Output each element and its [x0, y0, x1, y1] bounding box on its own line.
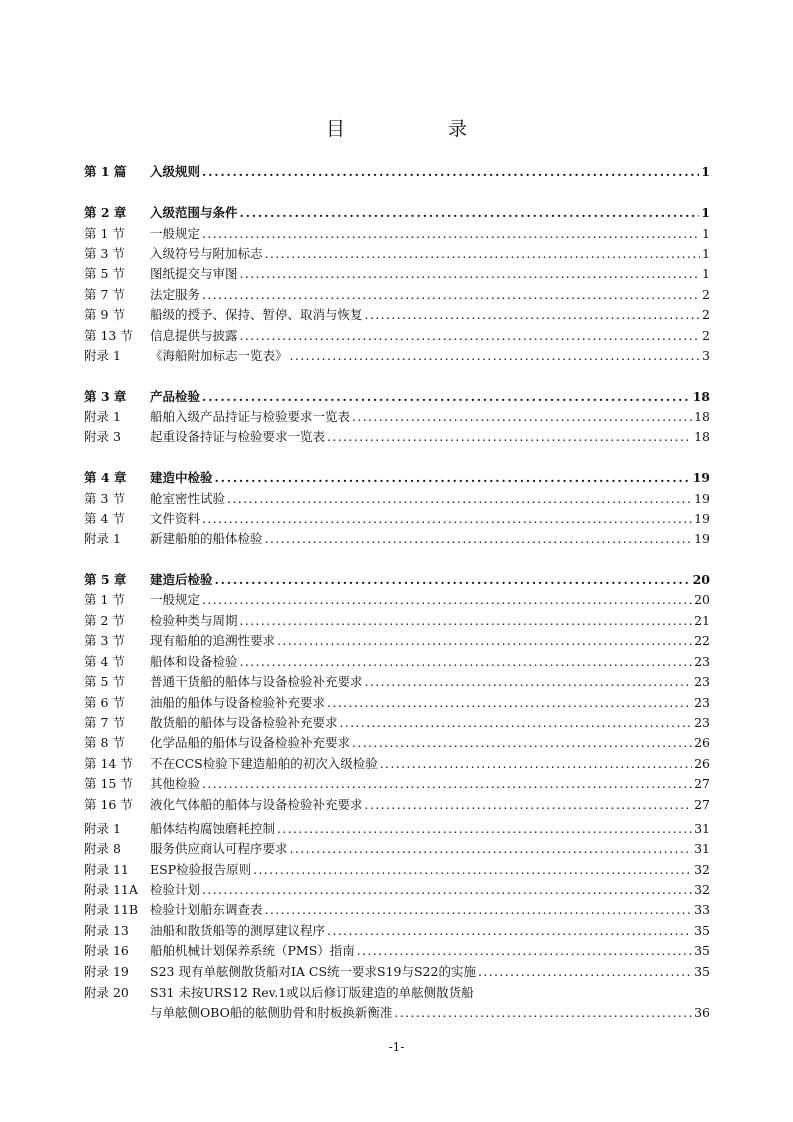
- toc-entry[interactable]: [84, 305, 710, 325]
- toc-page: 2: [702, 328, 710, 343]
- toc-page: 18: [692, 389, 710, 404]
- toc-leader: [365, 795, 693, 815]
- toc-entry[interactable]: [84, 570, 710, 590]
- toc-text: 新建船舶的船体检验: [150, 531, 263, 546]
- toc-text: 入级符号与附加标志: [150, 246, 263, 261]
- toc-page: 20: [694, 592, 710, 607]
- toc-text: 其他检验: [150, 776, 201, 791]
- toc-entry[interactable]: [84, 326, 710, 346]
- toc-page: 26: [694, 735, 710, 750]
- toc-page: 35: [694, 964, 710, 979]
- toc-entry[interactable]: [84, 733, 710, 753]
- toc-entry[interactable]: [84, 795, 710, 815]
- toc-text: 检验计划船东调查表: [150, 902, 263, 917]
- toc-text: ESP检验报告原则: [150, 862, 252, 877]
- toc-leader: [327, 693, 692, 713]
- toc-label: 附录 16: [84, 943, 129, 958]
- toc-leader: [202, 880, 692, 900]
- toc-page: 27: [694, 776, 710, 791]
- toc-page: 26: [694, 756, 710, 771]
- toc-text: 一般规定: [150, 592, 201, 607]
- toc-page: 19: [694, 511, 710, 526]
- toc-label: 附录 13: [84, 923, 129, 938]
- toc-page: 32: [694, 862, 710, 877]
- toc-text: 现有船舶的追溯性要求: [150, 633, 276, 648]
- toc-label: 第 3 节: [84, 491, 125, 506]
- toc-entry[interactable]: [84, 407, 710, 427]
- toc-label: 第 3 节: [84, 633, 125, 648]
- toc-leader: [478, 962, 692, 982]
- toc-label: 第 6 节: [84, 695, 125, 710]
- toc-text: 建造后检验: [150, 572, 213, 587]
- toc-label: 附录 20: [84, 985, 129, 1000]
- toc-entry[interactable]: [84, 387, 710, 407]
- toc-leader: [365, 672, 693, 692]
- toc-label: 第 5 章: [84, 572, 127, 587]
- toc-page: 19: [692, 470, 710, 485]
- toc-entry[interactable]: [84, 631, 710, 651]
- toc-label: 第 13 节: [84, 328, 133, 343]
- toc-leader: [240, 203, 700, 223]
- toc-page: 35: [694, 943, 710, 958]
- toc-page: 35: [694, 923, 710, 938]
- toc-entry[interactable]: [84, 264, 710, 284]
- toc-entry[interactable]: [84, 860, 710, 880]
- toc-page: 19: [694, 531, 710, 546]
- toc-label: 附录 8: [84, 841, 121, 856]
- toc-text: 船体和设备检验: [150, 654, 238, 669]
- toc-leader: [357, 941, 692, 961]
- toc-text: 普通干货船的船体与设备检验补充要求: [150, 674, 363, 689]
- toc-text: 船舶机械计划保养系统（PMS）指南: [150, 943, 355, 958]
- toc-entry[interactable]: [84, 346, 710, 366]
- toc-label: 第 16 节: [84, 797, 133, 812]
- toc-entry[interactable]: [84, 941, 710, 961]
- toc-label: 第 2 节: [84, 613, 125, 628]
- toc-label: 第 7 节: [84, 287, 125, 302]
- toc-page: 27: [694, 797, 710, 812]
- toc-page: 23: [694, 654, 710, 669]
- toc-leader: [240, 326, 700, 346]
- toc-text: 船体结构腐蚀磨耗控制: [150, 821, 276, 836]
- toc-entry[interactable]: [84, 427, 710, 447]
- toc-leader: [277, 819, 692, 839]
- toc-leader: [202, 285, 700, 305]
- toc-label: 第 3 节: [84, 246, 125, 261]
- toc-label: 第 8 节: [84, 735, 125, 750]
- toc-page: 36: [694, 1005, 710, 1020]
- toc-entry[interactable]: [84, 611, 710, 631]
- toc-entry[interactable]: [84, 962, 710, 982]
- toc-page: 23: [694, 674, 710, 689]
- toc-entry[interactable]: [84, 713, 710, 733]
- toc-label: 第 5 节: [84, 266, 125, 281]
- toc-entry[interactable]: [84, 203, 710, 223]
- toc-label: 附录 11B: [84, 902, 139, 917]
- toc-leader: [240, 264, 700, 284]
- toc-text: 检验种类与周期: [150, 613, 238, 628]
- toc-entry[interactable]: [84, 468, 710, 488]
- toc-page: 22: [694, 633, 710, 648]
- toc-page: 20: [692, 572, 710, 587]
- toc-text: S31 未按URS12 Rev.1或以后修订版建造的单舷侧散货船: [150, 985, 474, 1000]
- toc-leader: [202, 162, 699, 182]
- toc-page: 1: [701, 205, 710, 220]
- toc-leader: [215, 468, 691, 488]
- toc-label: 第 2 章: [84, 205, 127, 220]
- toc-leader: [327, 921, 692, 941]
- toc-leader: [202, 774, 692, 794]
- toc-page: 3: [702, 348, 710, 363]
- toc-entry[interactable]: [84, 224, 710, 244]
- toc-page: 18: [694, 409, 710, 424]
- toc-label: 第 14 节: [84, 756, 133, 771]
- toc-text: 入级范围与条件: [150, 205, 238, 220]
- toc-page: 23: [694, 715, 710, 730]
- toc-text: 不在CCS检验下建造船舶的初次入级检验: [150, 756, 378, 771]
- toc-entry[interactable]: [84, 839, 710, 859]
- toc-entry[interactable]: [84, 900, 710, 920]
- toc-label: 第 4 节: [84, 511, 125, 526]
- toc-leader: [240, 652, 693, 672]
- toc-page: 1: [702, 266, 710, 281]
- toc-page: 33: [694, 902, 710, 917]
- toc-page: 2: [702, 307, 710, 322]
- toc-label: 第 7 节: [84, 715, 125, 730]
- toc-text: 与单舷侧OBO船的舷侧肋骨和肘板换新衡准: [150, 1005, 393, 1020]
- toc-leader: [227, 489, 692, 509]
- toc-label: 附录 19: [84, 964, 129, 979]
- toc-page: 21: [694, 613, 710, 628]
- toc-text: 产品检验: [150, 389, 201, 404]
- toc-label: 附录 3: [84, 429, 121, 444]
- toc-label: 第 3 章: [84, 389, 127, 404]
- toc-text: 文件资料: [150, 511, 201, 526]
- toc-entry[interactable]: [84, 590, 710, 610]
- toc-page: 2: [702, 287, 710, 302]
- toc-page: 18: [694, 429, 710, 444]
- toc-leader: [202, 387, 691, 407]
- toc-label: 附录 11: [84, 862, 129, 877]
- toc-leader: [365, 305, 700, 325]
- toc-text: 起重设备持证与检验要求一览表: [150, 429, 326, 444]
- toc-leader: [240, 611, 693, 631]
- toc-text: 一般规定: [150, 226, 201, 241]
- toc-label: 第 15 节: [84, 776, 133, 791]
- toc-text: 舱室密性试验: [150, 491, 226, 506]
- toc-leader: [215, 570, 691, 590]
- toc-label: 第 1 节: [84, 592, 125, 607]
- toc-entry[interactable]: [84, 162, 710, 182]
- toc-leader: [265, 900, 693, 920]
- toc-leader: [202, 509, 692, 529]
- toc-entry[interactable]: [84, 529, 710, 549]
- toc-text: 船舶入级产品持证与检验要求一览表: [150, 409, 351, 424]
- toc-entry[interactable]: [84, 285, 710, 305]
- page-number: -1-: [388, 1040, 405, 1054]
- toc-leader: [394, 1003, 692, 1023]
- toc-text: 图纸提交与审图: [150, 266, 238, 281]
- toc-leader: [253, 860, 692, 880]
- toc-text: 化学品船的船体与设备检验补充要求: [150, 735, 351, 750]
- toc-leader: [277, 631, 692, 651]
- toc-label: 附录 1: [84, 409, 121, 424]
- toc-page: 32: [694, 882, 710, 897]
- toc-entry[interactable]: [84, 652, 710, 672]
- toc-label: 附录 1: [84, 348, 121, 363]
- toc-leader: [265, 244, 700, 264]
- toc-page: 23: [694, 695, 710, 710]
- page-title: 目 录: [325, 118, 509, 140]
- toc-text: 散货船的船体与设备检验补充要求: [150, 715, 338, 730]
- toc-label: 附录 1: [84, 531, 121, 546]
- toc-entry[interactable]: [84, 244, 710, 264]
- toc-leader: [340, 713, 693, 733]
- toc-text: 《海船附加标志一览表》: [150, 348, 288, 363]
- toc-page: 1: [702, 246, 710, 261]
- toc-label: 第 1 篇: [84, 164, 127, 179]
- toc-label: 第 4 节: [84, 654, 125, 669]
- toc-leader: [352, 733, 692, 753]
- toc-label: 附录 1: [84, 821, 121, 836]
- toc-text: 检验计划: [150, 882, 201, 897]
- toc-leader: [380, 754, 692, 774]
- toc-text: 船级的授予、保持、暂停、取消与恢复: [150, 307, 363, 322]
- toc-text: 入级规则: [150, 164, 201, 179]
- toc-page: 19: [694, 491, 710, 506]
- toc-leader: [202, 224, 700, 244]
- toc-label: 第 1 节: [84, 226, 125, 241]
- toc-leader: [352, 407, 692, 427]
- toc-label: 附录 11A: [84, 882, 138, 897]
- toc-text: 信息提供与披露: [150, 328, 238, 343]
- toc-leader: [290, 346, 700, 366]
- toc-text: 油船的船体与设备检验补充要求: [150, 695, 326, 710]
- toc-label: 第 9 节: [84, 307, 125, 322]
- toc-text: 油船和散货船等的测厚建议程序: [150, 923, 326, 938]
- toc-text: S23 现有单舷侧散货船对IA CS统一要求S19与S22的实施: [150, 964, 476, 979]
- toc-entry[interactable]: [84, 754, 710, 774]
- toc-text: 建造中检验: [150, 470, 213, 485]
- toc-entry[interactable]: [84, 880, 710, 900]
- toc-label: 第 5 节: [84, 674, 125, 689]
- toc-leader: [202, 590, 692, 610]
- toc-label: 第 4 章: [84, 470, 127, 485]
- toc-entry[interactable]: [84, 693, 710, 713]
- toc-entry[interactable]: [84, 672, 710, 692]
- toc-leader: [327, 427, 692, 447]
- toc-text: 服务供应商认可程序要求: [150, 841, 288, 856]
- toc-entry[interactable]: [84, 774, 710, 794]
- toc-entry[interactable]: [84, 921, 710, 941]
- toc-entry[interactable]: [84, 819, 710, 839]
- toc-text: 液化气体船的船体与设备检验补充要求: [150, 797, 363, 812]
- toc-text: 法定服务: [150, 287, 201, 302]
- toc-page: 31: [694, 821, 710, 836]
- toc-entry-continuation[interactable]: [150, 1003, 710, 1023]
- toc-entry[interactable]: [84, 509, 710, 529]
- toc-entry[interactable]: [84, 489, 710, 509]
- toc-page: 1: [702, 226, 710, 241]
- toc-page: 1: [701, 164, 710, 179]
- toc-page: 31: [694, 841, 710, 856]
- toc-entry[interactable]: [84, 983, 710, 1003]
- toc-leader: [290, 839, 693, 859]
- toc-leader: [265, 529, 693, 549]
